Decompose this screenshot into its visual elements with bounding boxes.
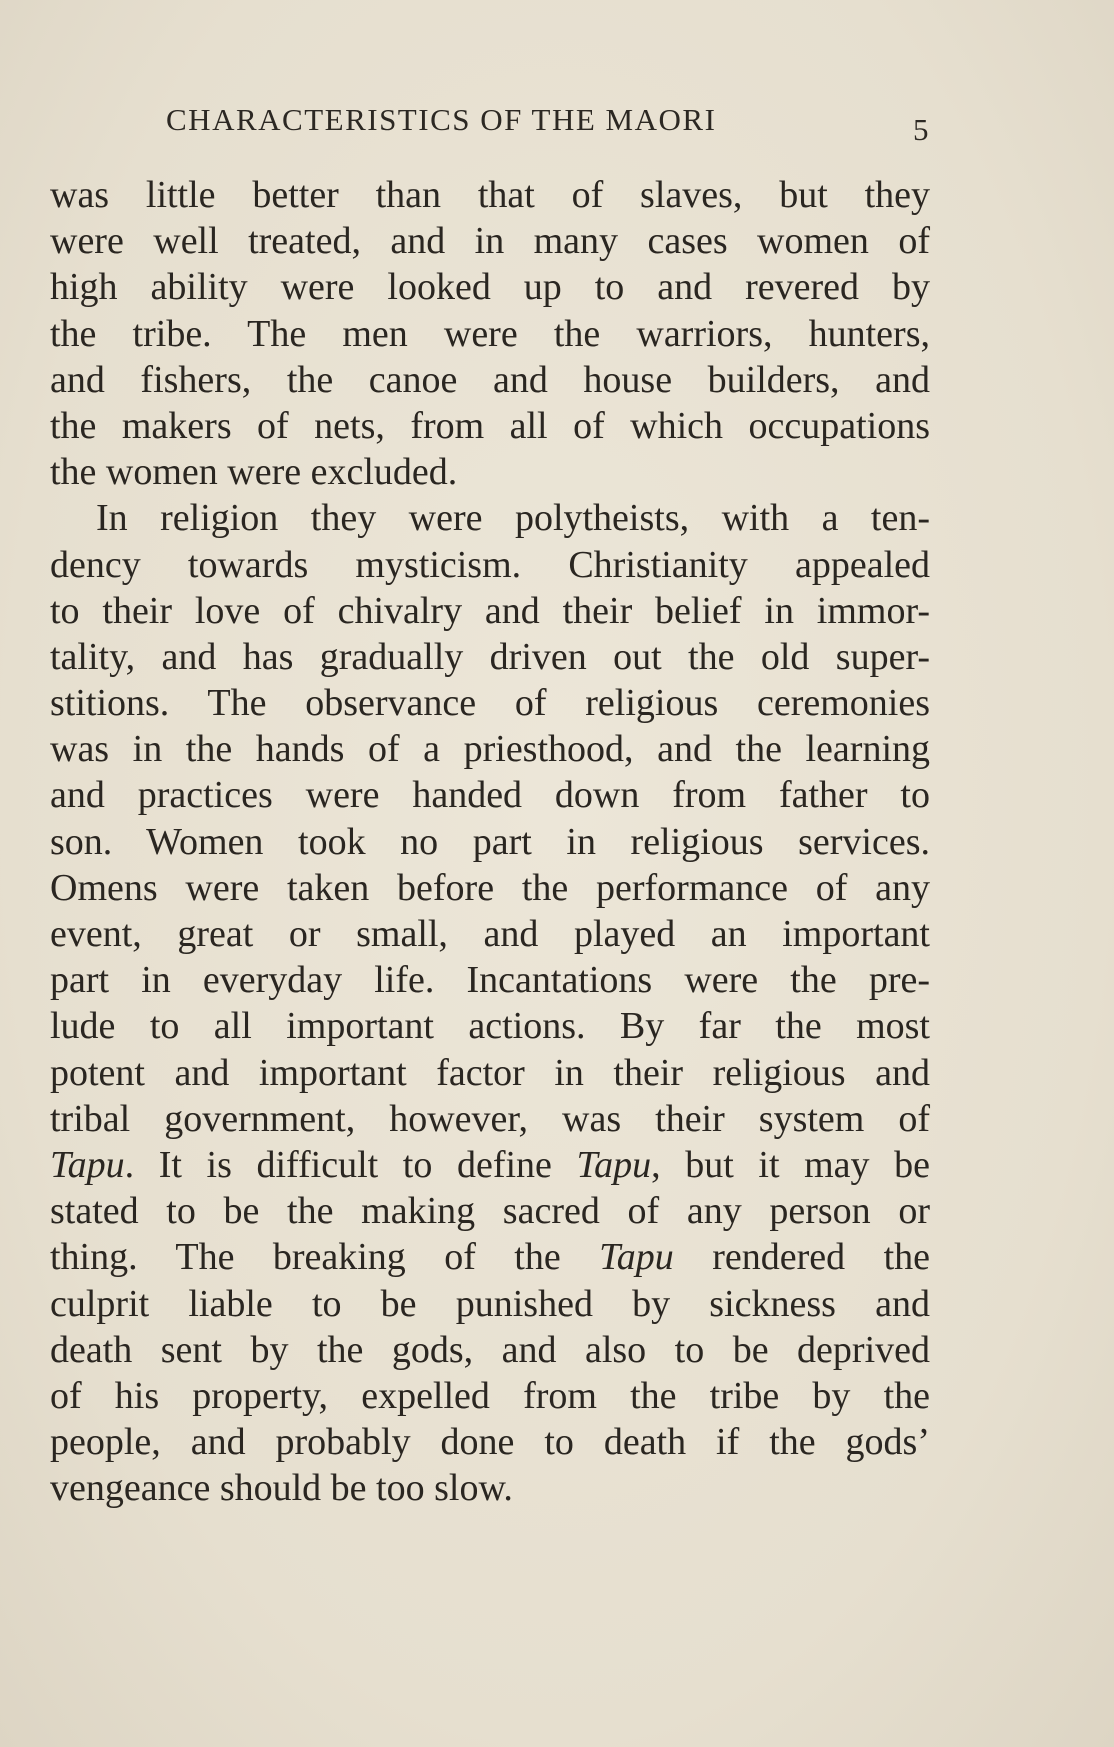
text-line: Omens were taken before the performance of any: [50, 866, 930, 909]
text-line: event, great or small, and played an important: [50, 913, 930, 955]
text-run: . It is difficult to define: [124, 1143, 577, 1186]
page-number: 5: [913, 112, 929, 147]
text-line: potent and important factor in their religious and: [50, 1051, 930, 1094]
text-line: the makers of nets, from all of which occupations: [50, 404, 930, 447]
text-line: was little better than that of slaves, but they: [50, 174, 930, 216]
text-line: tribal government, however, was their system of: [50, 1097, 930, 1140]
text-line: In religion they were polytheists, with a ten-: [96, 497, 930, 540]
text-line: were well treated, and in many cases women of: [50, 220, 930, 263]
italic-term: Tapu: [50, 1143, 125, 1186]
text-line: was in the hands of a priesthood, and the learning: [50, 728, 930, 771]
text-line: stitions. The observance of religious ceremonies: [50, 682, 930, 725]
text-line: part in everyday life. Incantations were the pre-: [50, 959, 930, 1002]
text-line: son. Women took no part in religious services.: [50, 820, 930, 863]
text-line-with-italics: [50, 1234, 930, 1280]
body-text: [50, 172, 930, 1511]
text-line: the women were excluded.: [50, 451, 458, 494]
text-run: rendered the: [673, 1236, 930, 1279]
text-line: the tribe. The men were the warriors, hunters,: [50, 312, 930, 355]
text-line: vengeance should be too slow.: [50, 1467, 513, 1510]
text-line: stated to be the making sacred of any person or: [50, 1190, 930, 1233]
text-line: and practices were handed down from father to: [50, 774, 930, 817]
text-line: high ability were looked up to and revered by: [50, 266, 930, 309]
italic-term: Tapu: [576, 1143, 652, 1186]
italic-term: Tapu: [599, 1236, 674, 1279]
running-title: CHARACTERISTICS OF THE MAORI: [166, 102, 717, 137]
text-line-with-italics: [50, 1142, 930, 1188]
paragraph-2: [50, 495, 930, 1511]
text-run: , but it may be: [651, 1143, 930, 1186]
text-run: thing. The breaking of the: [50, 1236, 600, 1279]
text-line: people, and probably done to death if the gods’: [50, 1421, 930, 1464]
text-line: and fishers, the canoe and house builders, and: [50, 358, 930, 401]
text-line: culprit liable to be punished by sickness and: [50, 1282, 930, 1325]
text-line: dency towards mysticism. Christianity appealed: [50, 543, 930, 586]
text-line: tality, and has gradually driven out the old super-: [50, 635, 930, 678]
paragraph-1: [50, 172, 930, 495]
text-line: of his property, expelled from the tribe by the: [50, 1374, 930, 1417]
text-line: lude to all important actions. By far the most: [50, 1005, 930, 1048]
text-line: to their love of chivalry and their belief in immor-: [50, 589, 930, 632]
text-line: death sent by the gods, and also to be deprived: [50, 1328, 930, 1371]
